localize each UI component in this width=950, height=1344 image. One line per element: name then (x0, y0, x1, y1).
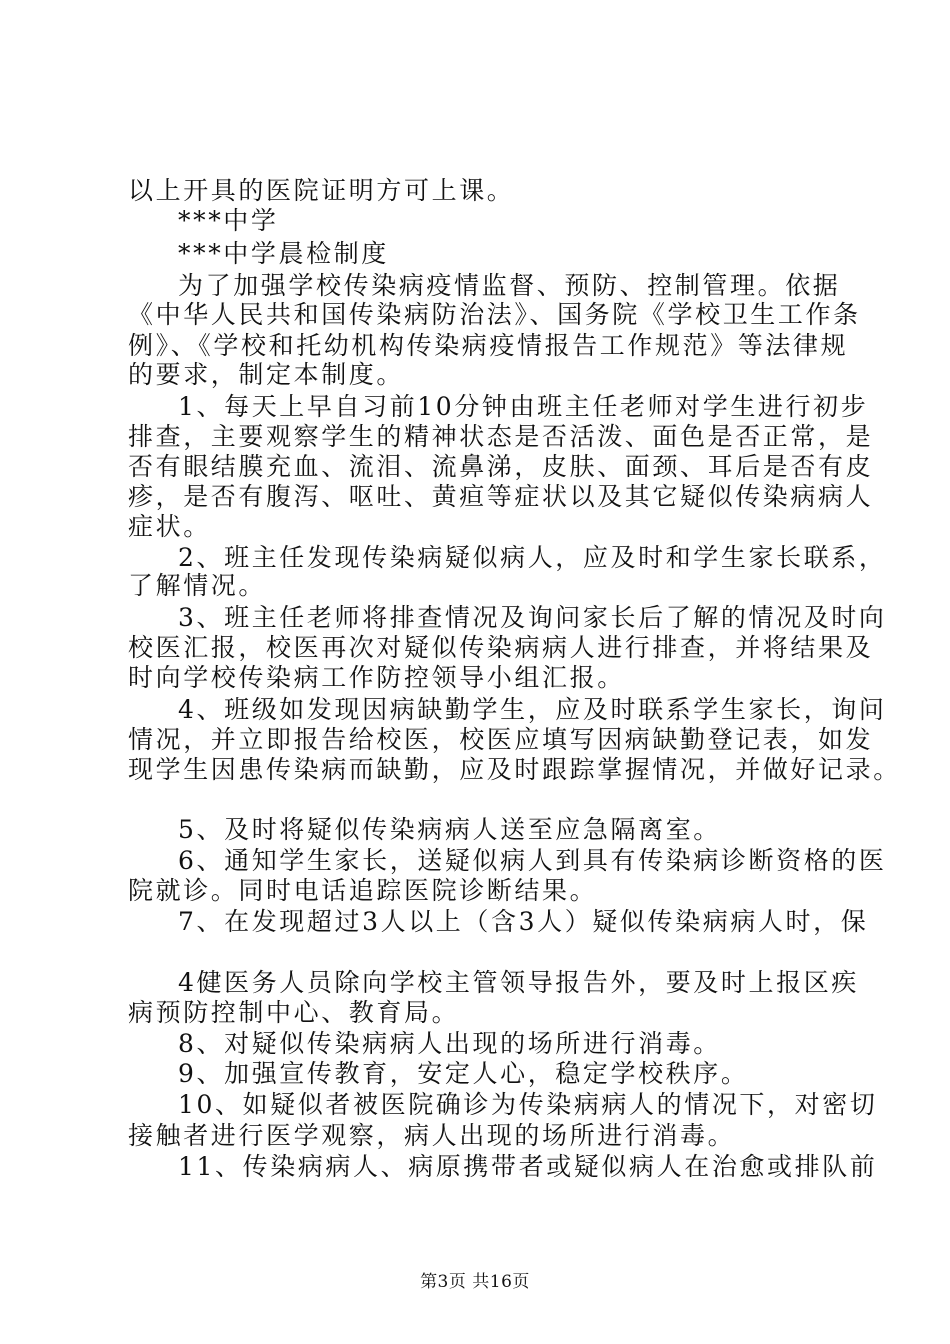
text-line: 了解情况。 (128, 571, 267, 600)
text-line: 的要求，制定本制度。 (128, 360, 405, 389)
text-line: 5、及时将疑似传染病病人送至应急隔离室。 (178, 815, 721, 844)
text-line: 3、班主任老师将排查情况及询问家长后了解的情况及时向 (178, 603, 887, 632)
page-number-footer: 第3页 共16页 (420, 1272, 530, 1292)
text-line: 10、如疑似者被医院确诊为传染病病人的情况下，对密切 (178, 1090, 878, 1119)
text-line: 8、对疑似传染病病人出现的场所进行消毒。 (178, 1029, 721, 1058)
text-line: 2、班主任发现传染病疑似病人，应及时和学生家长联系， (178, 543, 887, 572)
text-line: 接触者进行医学观察，病人出现的场所进行消毒。 (128, 1121, 736, 1150)
text-line: 4健医务人员除向学校主管领导报告外，要及时上报区疾 (178, 968, 859, 997)
text-line: 例》、《学校和托幼机构传染病疫情报告工作规范》等法律规 (128, 331, 849, 360)
section-title: ***中学晨检制度 (178, 239, 389, 268)
text-line: 《中华人民共和国传染病防治法》、国务院《学校卫生工作条 (128, 300, 861, 329)
text-line: 疹，是否有腹泻、呕吐、黄疸等症状以及其它疑似传染病病人 (128, 482, 874, 511)
text-line: 病预防控制中心、教育局。 (128, 998, 460, 1027)
text-line: 9、加强宣传教育，安定人心，稳定学校秩序。 (178, 1059, 749, 1088)
text-line: 症状。 (128, 512, 211, 541)
text-line: 4、班级如发现因病缺勤学生，应及时联系学生家长，询问 (178, 695, 887, 724)
text-line: 校医汇报，校医再次对疑似传染病病人进行排查，并将结果及 (128, 633, 874, 662)
text-line: 7、在发现超过3人以上（含3人）疑似传染病病人时，保 (178, 907, 869, 936)
text-line: 以上开具的医院证明方可上课。 (128, 176, 515, 205)
text-line: 否有眼结膜充血、流泪、流鼻涕，皮肤、面颈、耳后是否有皮 (128, 452, 874, 481)
text-line: 11、传染病病人、病原携带者或疑似病人在治愈或排队前 (178, 1152, 878, 1181)
text-line: 院就诊。同时电话追踪医院诊断结果。 (128, 876, 598, 905)
text-line: 排查，主要观察学生的精神状态是否活泼、面色是否正常，是 (128, 422, 874, 451)
text-line: 情况，并立即报告给校医，校医应填写因病缺勤登记表，如发 (128, 725, 874, 754)
text-line: 1、每天上早自习前10分钟由班主任老师对学生进行初步 (178, 392, 869, 421)
school-name: ***中学 (178, 206, 279, 235)
text-line: 现学生因患传染病而缺勤，应及时跟踪掌握情况，并做好记录。 (128, 755, 901, 784)
text-line: 6、通知学生家长，送疑似病人到具有传染病诊断资格的医 (178, 846, 887, 875)
text-line: 为了加强学校传染病疫情监督、预防、控制管理。依据 (178, 271, 841, 300)
text-line: 时向学校传染病工作防控领导小组汇报。 (128, 663, 625, 692)
